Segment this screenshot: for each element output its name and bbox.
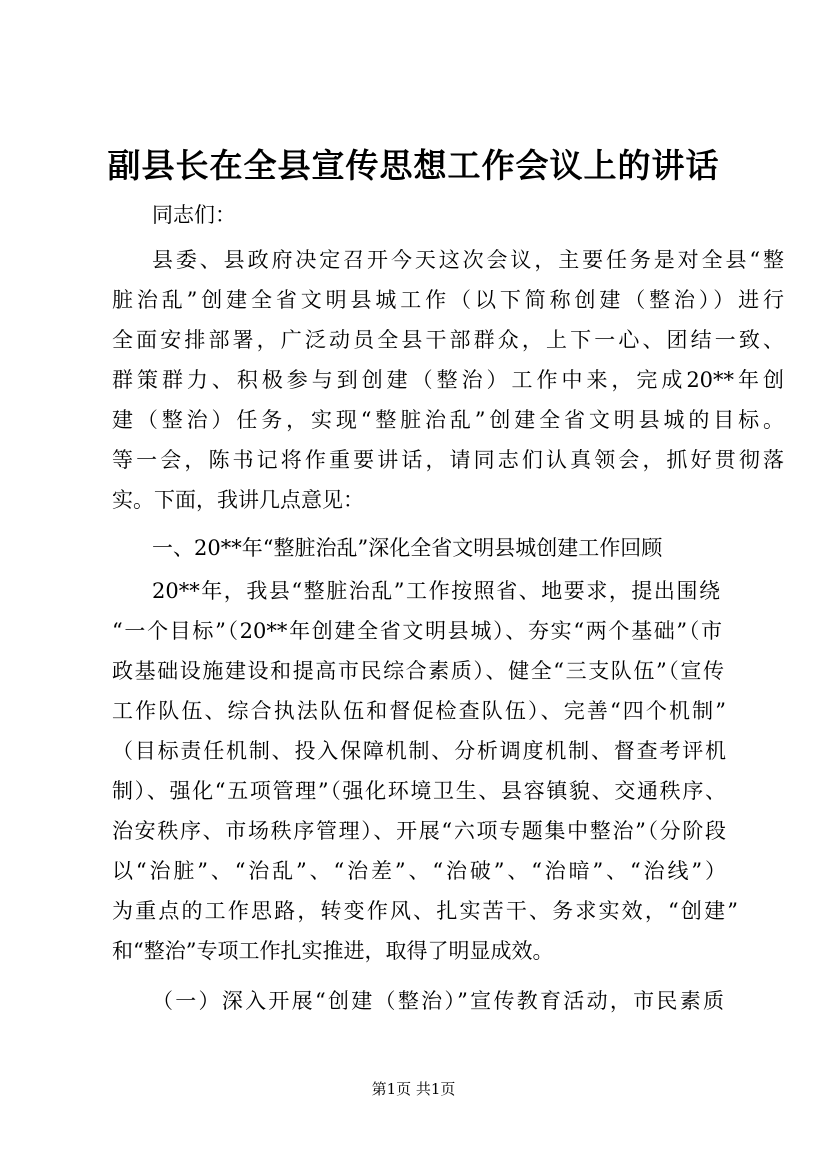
body-line: “一个目标”（20**年创建全省文明县城）、夯实“两个基础”（市 [112,619,722,643]
body-line: 实。下面，我讲几点意见： [112,488,364,512]
body-line: 建（整治）任务，实现“整脏治乱”创建全省文明县城的目标。 [112,408,784,432]
body-line: 群策群力、积极参与到创建（整治）工作中来，完成20**年创 [112,368,784,392]
body-line: 20**年，我县“整脏治乱”工作按照省、地要求，提出围绕 [152,579,720,603]
body-line: 制）、强化“五项管理”（强化环境卫生、县容镇貌、交通秩序、 [112,779,726,803]
salutation: 同志们： [152,203,236,227]
subsection-heading: （一）深入开展“创建（整治）”宣传教育活动，市民素质 [152,989,724,1013]
body-line: 等一会，陈书记将作重要讲话，请同志们认真领会，抓好贯彻落 [112,448,784,472]
body-line: 全面安排部署，广泛动员全县干部群众，上下一心、团结一致、 [112,328,784,352]
body-line: 县委、县政府决定召开今天这次会议，主要任务是对全县“整 [152,248,784,272]
body-line: 脏治乱”创建全省文明县城工作（以下简称创建（整治））进行 [112,288,784,312]
body-line: 治安秩序、市场秩序管理）、开展“六项专题集中整治”（分阶段 [112,819,726,843]
body-line: 为重点的工作思路，转变作风、扎实苦干、务求实效，“创建” [112,899,738,923]
body-line: 和“整治”专项工作扎实推进，取得了明显成效。 [112,939,554,963]
body-line: 以“治脏”、“治乱”、“治差”、“治破”、“治暗”、“治线”） [112,859,726,883]
body-line: 政基础设施建设和提高市民综合素质）、健全“三支队伍”（宣传 [112,659,724,683]
body-line: 工作队伍、综合执法队伍和督促检查队伍）、完善“四个机制” [112,699,726,723]
page-indicator: 第1页 共1页 [371,1080,456,1098]
document-title: 副县长在全县宣传思想工作会议上的讲话 [107,146,720,185]
section-heading: 一、20**年“整脏治乱”深化全省文明县城创建工作回顾 [152,536,663,560]
body-line: （目标责任机制、投入保障机制、分析调度机制、督查考评机 [112,739,726,763]
